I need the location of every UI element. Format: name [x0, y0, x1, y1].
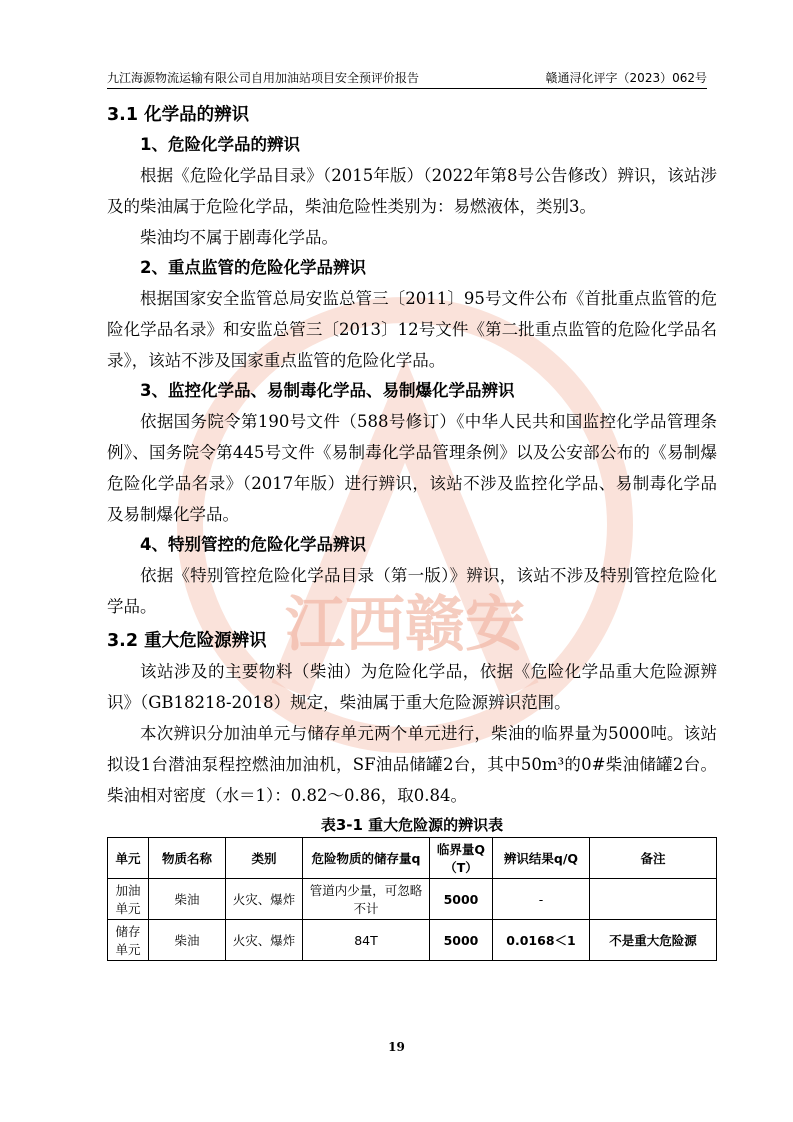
column-header: 物质名称 [149, 838, 226, 879]
watermark-text: 江西赣安 [285, 590, 525, 660]
table-row [108, 879, 717, 920]
header-report-title: 九江海源物流运输有限公司自用加油站项目安全预评价报告 [107, 71, 420, 85]
subsection-3-title: 3、监控化学品、易制毒化学品、易制爆化学品辨识 [140, 381, 515, 400]
table-cell: 火灾、爆炸 [226, 920, 303, 961]
page-number: 19 [388, 1040, 405, 1054]
subsection-4-title: 4、特别管控的危险化学品辨识 [140, 535, 366, 554]
paragraph: 柴油均不属于剧毒化学品。 [140, 228, 338, 247]
table-caption: 表3-1 重大危险源的辨识表 [320, 816, 504, 834]
table-cell: 0.0168＜1 [493, 920, 590, 961]
table-cell: 5000 [430, 879, 493, 920]
table-cell: 5000 [430, 920, 493, 961]
table-cell [590, 879, 717, 920]
section-3-2-title: 3.2 重大危险源辨识 [107, 631, 267, 651]
table-cell: - [493, 879, 590, 920]
table-cell: 管道内少量，可忽略不计 [303, 879, 430, 920]
paragraph: 根据国家安全监管总局安监总管三〔2011〕95号文件公布《首批重点监管的危险化学品名录》和安监总管三〔2013〕12号文件《第二批重点监管的危险化学品名录》，该站不涉及国家重点监管的危险化学品。 [107, 289, 717, 370]
paragraph: 根据《危险化学品目录》（2015年版）（2022年第8号公告修改）辨识，该站涉及的柴油属于危险化学品，柴油危险性类别为：易燃液体，类别3。 [107, 166, 717, 216]
column-header: 临界量Q（T） [430, 838, 493, 879]
table-header-row [108, 838, 717, 879]
table-cell: 柴油 [149, 879, 226, 920]
paragraph: 依据《特别管控危险化学品目录（第一版）》辨识，该站不涉及特别管控危险化学品。 [107, 566, 717, 616]
column-header: 辨识结果q/Q [493, 838, 590, 879]
header-report-number: 赣通浔化评字（2023）062号 [545, 71, 707, 85]
page-header [107, 66, 707, 89]
table-cell: 不是重大危险源 [590, 920, 717, 961]
column-header: 危险物质的储存量q [303, 838, 430, 879]
subsection-1-title: 1、危险化学品的辨识 [140, 135, 300, 154]
paragraph: 依据国务院令第190号文件（588号修订）《中华人民共和国监控化学品管理条例》、国务院令第445号文件《易制毒化学品管理条例》以及公安部公布的《易制爆危险化学品名录》（2017年版）进行辨识，该站不涉及监控化学品、易制毒化学品及易制爆化学品。 [107, 412, 717, 524]
hazard-identification-table [107, 837, 717, 961]
paragraph: 本次辨识分加油单元与储存单元两个单元进行，柴油的临界量为5000吨。该站拟设1台潜油泵程控燃油加油机，SF油品储罐2台，其中50m³的0#柴油储罐2台。柴油相对密度（水＝1）：0.82～0.86，取0.84。 [107, 724, 717, 805]
table-row [108, 920, 717, 961]
section-3-1-title: 3.1 化学品的辨识 [107, 105, 250, 125]
table-cell: 柴油 [149, 920, 226, 961]
table-cell: 加油单元 [108, 879, 149, 920]
column-header: 备注 [590, 838, 717, 879]
subsection-2-title: 2、重点监管的危险化学品辨识 [140, 258, 366, 277]
table-cell: 火灾、爆炸 [226, 879, 303, 920]
document-body [107, 100, 717, 961]
table-cell: 84T [303, 920, 430, 961]
column-header: 单元 [108, 838, 149, 879]
column-header: 类别 [226, 838, 303, 879]
paragraph: 该站涉及的主要物料（柴油）为危险化学品，依据《危险化学品重大危险源辨识》（GB18218-2018）规定，柴油属于重大危险源辨识范围。 [107, 662, 717, 712]
table-cell: 储存单元 [108, 920, 149, 961]
